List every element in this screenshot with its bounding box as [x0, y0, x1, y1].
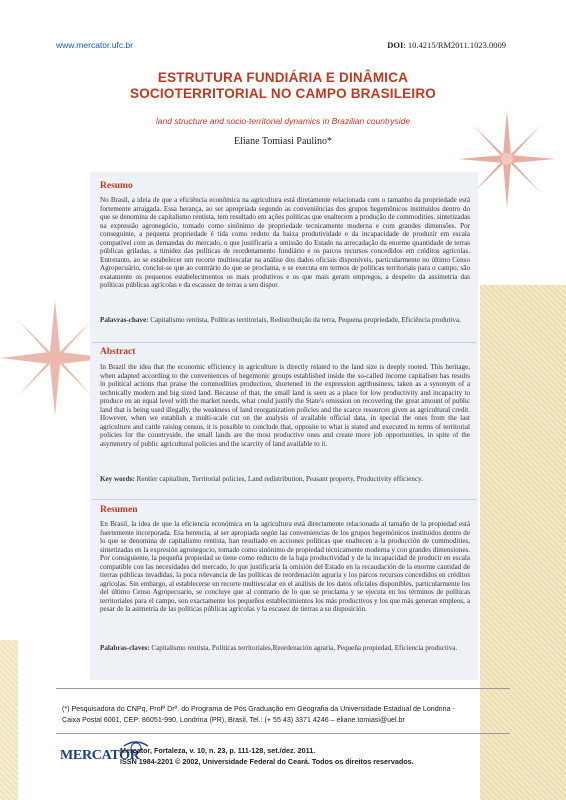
resumo-keywords-text: Capitalismo rentista, Políticas territoriais, Redistribuição da terra, Pequena propriedade, Eficiência produtiva. [148, 316, 461, 324]
author-footnote [62, 704, 508, 725]
resumen-heading: Resumen [100, 505, 138, 515]
author-name: Eliane Tomiasi Paulino* [234, 136, 332, 147]
article-title-line-2: SOCIOTERRITORIAL NO CAMPO BRASILEIRO [130, 86, 436, 101]
article-subtitle: land structure and socio-territorial dynamics in Brazilian countryside [155, 116, 411, 126]
footnote-rule [56, 688, 510, 689]
article-title [60, 70, 506, 102]
abstract-keywords [100, 475, 470, 484]
resumo-body: No Brasil, a ideia de que a eficiência econômica na agricultura está diretamente relacionada com o tamanho da propriedade está fortemente arraigada. Essa herança, ao ser apropriada segundo as conveniências dos grupos hegemônicos instituídos dentro do que se denomina de capitalismo rentista, tem resultado em ações políticas que enaltecem a produção de commodities, sintetizadas na expressão agronegócio, tomado como sinônimo de propriedade tecnicamente moderna e com grandes dimensões. Por conseguinte, a pequena propriedade é tida como reduto da baixa produtividade e da incapacidade de produzir em escala compatível com as demandas do mercado, o que justificaria a omissão do Estado na arrecadação da enorme quantidade de terras públicas griladas, a timidez das políticas de reordenamento fundiário e os parcos recursos concedidos em créditos agrícolas. Entretanto, ao se estabelecer um recorte multiescalar na análise dos dados oficiais disponíveis, particularmente no último Censo Agropecuário, conclui-se que ao contrário do que se proclama, e se executa em termos de políticas territoriais para o campo, são exatamente os pequenos estabelecimentos os mais produtivos e os que mais geram empregos, a despeito da assimetria das políticas públicas agrícolas e da escassez de terras a seu dispor. [100, 196, 470, 290]
footer-rule [56, 733, 510, 734]
abstract-keywords-label: Key words: [100, 475, 135, 483]
resumen-body: En Brasil, la idea de que la eficiencia económica en la agricultura está directamente relacionada al tamaño de la propiedad está fuertemente incorporada. Esa herencia, al ser apropiada según las conveniencias de los grupos hegemónicos instituidos dentro de lo que se denomina de capitalismo rentista, han resultado en acciones políticas que enaltecen a la producción de commodities, sintetizadas en la expresión agronegocio, tomado como sinónimo de propiedad técnicamente moderna y con grandes dimensiones. Por consiguiente, la pequeña propiedad se tiene como reducto de la baja productividad y de la incapacidad de producir en escala compatible con las necesidades del mercado, lo que justificaría la omisión del Estado en la recaudación de la enorme cantidad de tierras públicas invadidas, la poca relevancia de las políticas de reordenación agraria y los parcos recursos concedidos en créditos agrícolas. Sin embargo, al establecerse un recorte multiescalar en el análisis de los datos oficiales disponibles, particularmente los del último Censo Agropecuario, se concluye que al contrario de lo que se proclama y se ejecuta en los términos de políticas territoriales para el campo, son exactamente los pequeños establecimientos los más productivos y los que más generan empleos, a pesar de la asimetría de las políticas públicas agrícolas y la escasez de tierras a su disposición. [100, 520, 470, 614]
resumen-keywords-label: Palabras-claves: [100, 644, 150, 652]
resumen-keywords-text: Capitalismo rentista, Políticas territoriales,Reordenación agraria, Pequeña propiedad, Eficiencia productiva. [149, 644, 458, 652]
section-divider [92, 499, 476, 500]
logo-wordmark: MERCATOR [60, 748, 140, 763]
abstract-keywords-text: Rentier capitalism, Territorial policies, Land redistribution, Peasant property, Productivity efficiency. [134, 475, 423, 483]
doi-value: : 10.4215/RM2011.1023.0009 [403, 40, 506, 50]
resumo-heading: Resumo [100, 181, 133, 191]
resumo-keywords [100, 316, 470, 325]
journal-url-link[interactable]: www.mercator.ufc.br [56, 40, 133, 50]
footnote-line-1: (*) Pesquisadora do CNPq, Profª Drª. do Programa de Pós Graduação em Geografia da Universidade Estadual de Londrina - [62, 705, 455, 713]
issn-copyright: ISSN 1984-2201 © 2002, Universidade Federal do Ceará. Todos os direitos reservados. [120, 757, 414, 766]
doi-prefix: DOI [387, 40, 404, 50]
journal-citation: Mercator, Fortaleza, v. 10, n. 23, p. 111-128, set./dez. 2011. [120, 746, 316, 755]
resumo-keywords-label: Palavras-chave: [100, 316, 149, 324]
doi-label [387, 40, 506, 50]
section-divider [92, 342, 476, 343]
abstract-heading: Abstract [100, 347, 136, 357]
resumen-keywords [100, 644, 470, 653]
footnote-line-2: Caixa Postal 6001, CEP: 86051-990, Londrina (PR), Brasil, Tel.: (+ 55 43) 3371 4246 – eliane.tomiasi@uel.br [62, 715, 405, 724]
decorative-texture-left [0, 640, 18, 800]
abstract-body: In Brazil the idea that the economic efficiency in agriculture is directly related to the land size is deeply rooted. This heritage, when adapted according to the conveniences of hegemonic groups established inside the so-called income capitalism has results in political actions that praise the commodities production, shortened in the expression agribusiness, taken as a synonym of a technically modern and big sized land. Because of that, the small land is seen as a place for low productivity and incapacity to produce on an equal level with the market needs, what could justify the State's omission on recovering the great amount of public land that is being used illegally, the weakness of land reorganization policies and the scarce resources given as agricultural credit. However, when we establish a multi-scale cut on the analysis of available official data, in special the ones from the last agriculture and cattle raising census, it is possible to conclude that, opposite to what is stated and executed in terms of territorial policies for the countryside, the small lands are the most productive ones and create more job opportunities, in spite of the asymmetry of public agricultural policies and the scarcity of land available to it. [100, 363, 470, 448]
article-title-line-1: ESTRUTURA FUNDIÁRIA E DINÂMICA [157, 70, 409, 85]
